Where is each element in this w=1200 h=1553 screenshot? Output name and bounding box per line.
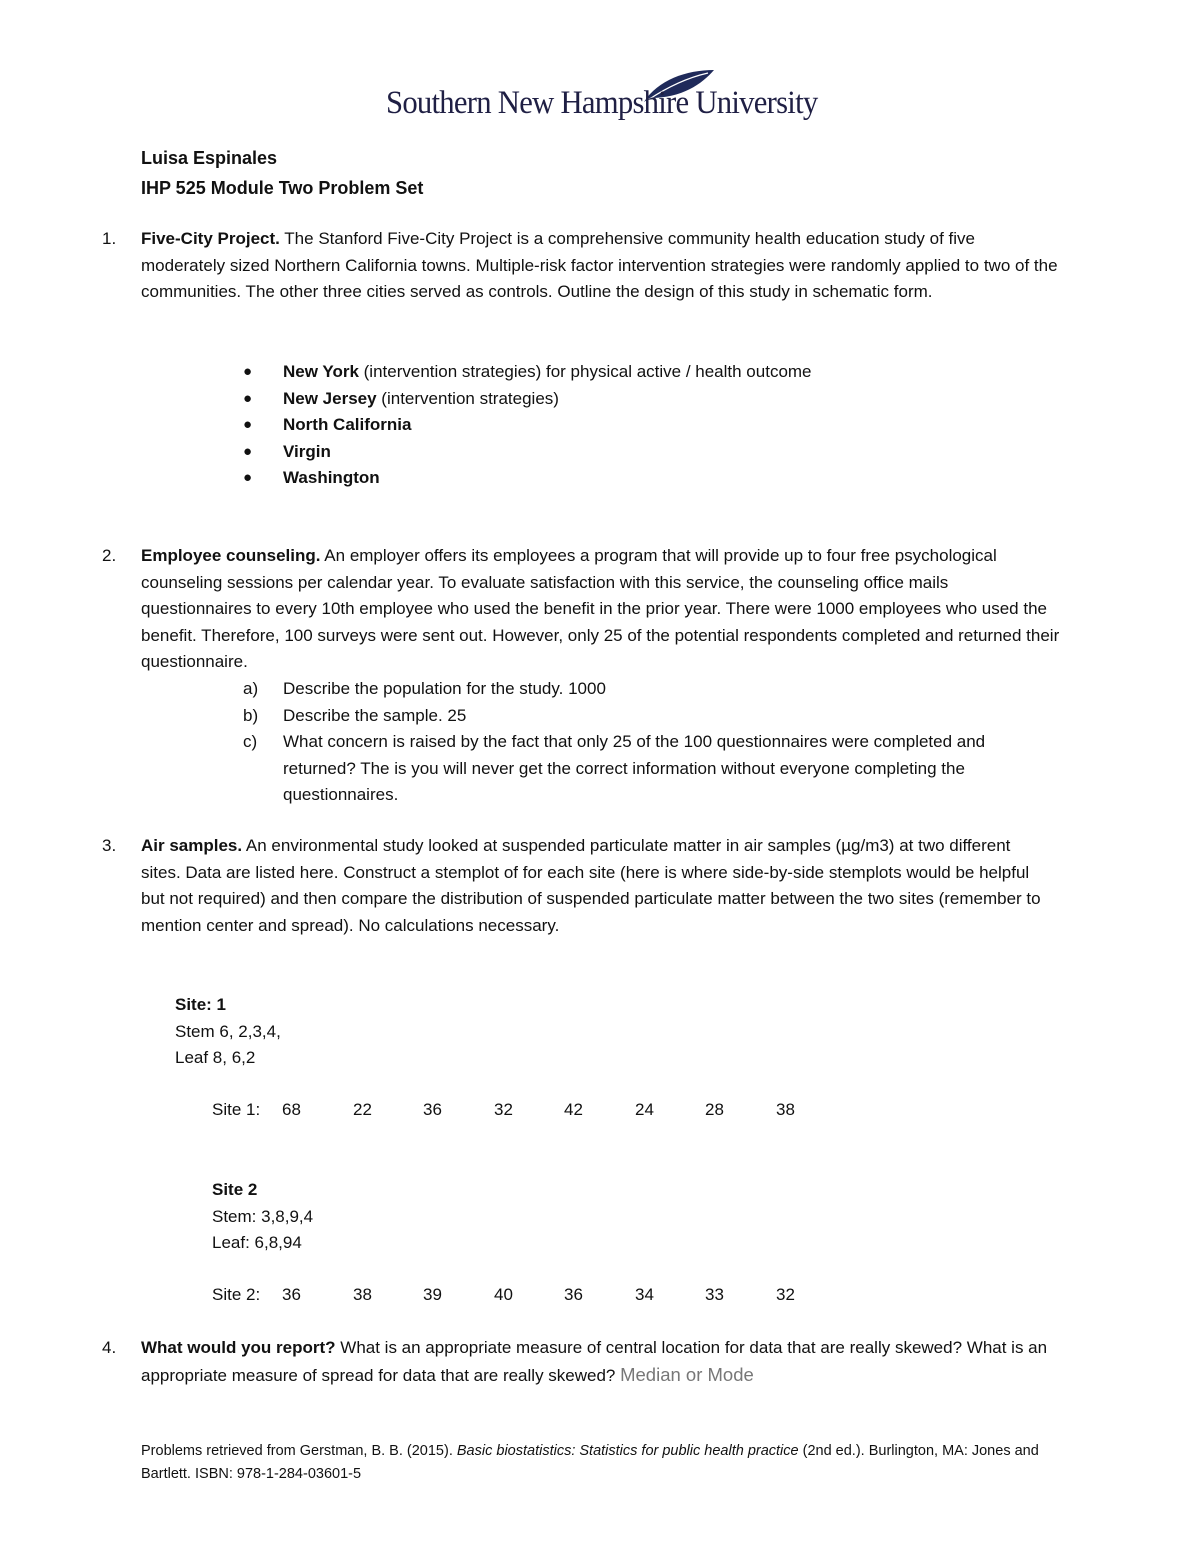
question-2 xyxy=(102,543,1062,676)
sub-question-list xyxy=(243,676,1033,809)
sub-question-text: Describe the sample. 25 xyxy=(283,705,467,725)
bullet-icon: ● xyxy=(243,442,253,460)
sub-question-label: a) xyxy=(243,679,259,698)
document-title: IHP 525 Module Two Problem Set xyxy=(141,178,424,198)
citation-book-title: Basic biostatistics: Statistics for public health practice xyxy=(456,1443,799,1459)
city-name: Washington xyxy=(283,468,380,487)
site-2-stemplot xyxy=(212,1177,313,1257)
site-value: 68 xyxy=(282,1100,301,1119)
site-1-stem: Stem 6, 2,3,4, xyxy=(175,1021,281,1041)
site-label: Site 2: xyxy=(212,1285,261,1304)
site-label: Site 1: xyxy=(212,1100,261,1119)
question-number: 4. xyxy=(102,1338,117,1357)
question-body: The Stanford Five-City Project is a comprehensive community health education study of five moderately sized Northern California towns. Multiple-risk factor intervention strategies were randomly applied to two of the communities. The other three cities served as controls. Outline the design of this study in schematic form. xyxy=(141,229,1058,301)
site-value: 34 xyxy=(635,1285,654,1304)
answer-text: Median or Mode xyxy=(620,1363,754,1385)
site-value: 36 xyxy=(423,1100,442,1119)
question-lead: Employee counseling. xyxy=(141,546,321,565)
citation-footer xyxy=(141,1440,1081,1486)
question-4 xyxy=(102,1335,1062,1389)
sub-question-label: c) xyxy=(243,732,258,751)
site-2-leaf: Leaf: 6,8,94 xyxy=(212,1233,302,1252)
citation-prefix: Problems retrieved from Gerstman, B. B. (2015). xyxy=(141,1443,457,1459)
question-body: What is an appropriate measure of central location for data that are really skewed? What is an appropriate measure of spread for data that are really skewed? xyxy=(141,1338,1048,1385)
question-text xyxy=(141,833,1041,939)
university-logo xyxy=(386,68,816,138)
question-lead: Five-City Project. xyxy=(141,229,280,248)
city-name: New Jersey xyxy=(283,388,377,408)
site-value: 36 xyxy=(282,1285,301,1304)
site-value: 36 xyxy=(564,1285,583,1304)
question-1 xyxy=(102,226,1062,306)
site-2-stem: Stem: 3,8,9,4 xyxy=(212,1206,314,1226)
site-value: 24 xyxy=(635,1100,654,1119)
site-value: 32 xyxy=(494,1100,513,1119)
sub-question xyxy=(243,729,1033,809)
question-number: 1. xyxy=(102,229,117,248)
question-body: An employer offers its employees a program that will provide up to four free psychological counseling sessions per calendar year. To evaluate satisfaction with this service, the counseling office mails questionnaires to every 10th employee who used the benefit in the prior year. There were 1000 employees who used the benefit. Therefore, 100 surveys were sent out. However, only 25 of the potential respondents completed and returned their questionnaire. xyxy=(141,546,1060,671)
question-lead: Air samples. xyxy=(141,836,243,855)
question-body: An environmental study looked at suspended particulate matter in air samples (µg/m3) at two different sites. Data are listed here. Construct a stemplot of for each site (here is where side-by-side stemplots would be helpful but not required) and then compare the distribution of suspended particulate matter between the two sites (remember to mention center and spread). No calculations necessary. xyxy=(141,836,1041,935)
sub-question-text: Describe the population for the study. 1000 xyxy=(283,679,606,698)
site-value: 22 xyxy=(353,1100,372,1119)
city-name: New York xyxy=(283,362,359,381)
question-text xyxy=(141,543,1062,676)
city-name: North California xyxy=(283,415,412,434)
city-note: (intervention strategies) for physical active / health outcome xyxy=(358,362,812,381)
sub-question-label: b) xyxy=(243,705,259,725)
sub-question xyxy=(243,703,1033,730)
sub-question-text: What concern is raised by the fact that only 25 of the 100 questionnaires were completed and returned? The is you will never get the correct information without everyone completing the questionnaires. xyxy=(283,732,986,804)
document-header xyxy=(141,143,423,203)
logo-text: Southern New Hampshire University xyxy=(386,85,818,121)
site-value: 38 xyxy=(776,1100,795,1119)
site-value: 33 xyxy=(705,1285,724,1304)
author-name: Luisa Espinales xyxy=(141,148,278,168)
bullet-icon: ● xyxy=(243,416,253,433)
bullet-icon: ● xyxy=(243,363,253,380)
site-value: 42 xyxy=(564,1100,583,1119)
site-value: 40 xyxy=(494,1285,513,1304)
site-value: 32 xyxy=(776,1285,795,1304)
bullet-icon: ● xyxy=(243,469,253,486)
site-2-title: Site 2 xyxy=(212,1180,258,1199)
city-name: Virgin xyxy=(283,441,331,461)
citation-suffix: (2nd ed.). Burlington, MA: Jones and Bartlett. ISBN: 978-1-284-03601-5 xyxy=(141,1443,1039,1482)
question-text xyxy=(141,226,1062,306)
sub-question xyxy=(243,676,1033,703)
question-lead: What would you report? xyxy=(141,1338,336,1357)
question-number: 3. xyxy=(102,836,117,855)
site-1-title: Site: 1 xyxy=(175,995,227,1014)
site-value: 28 xyxy=(705,1100,724,1119)
question-3 xyxy=(102,833,1062,939)
question-number: 2. xyxy=(102,546,117,565)
site-1-stemplot xyxy=(175,992,281,1072)
site-1-leaf: Leaf 8, 6,2 xyxy=(175,1048,256,1067)
bullet-icon: ● xyxy=(243,389,253,407)
question-text xyxy=(141,1335,1061,1389)
city-note: (intervention strategies) xyxy=(376,388,559,408)
site-value: 39 xyxy=(423,1285,442,1304)
site-value: 38 xyxy=(353,1285,372,1304)
